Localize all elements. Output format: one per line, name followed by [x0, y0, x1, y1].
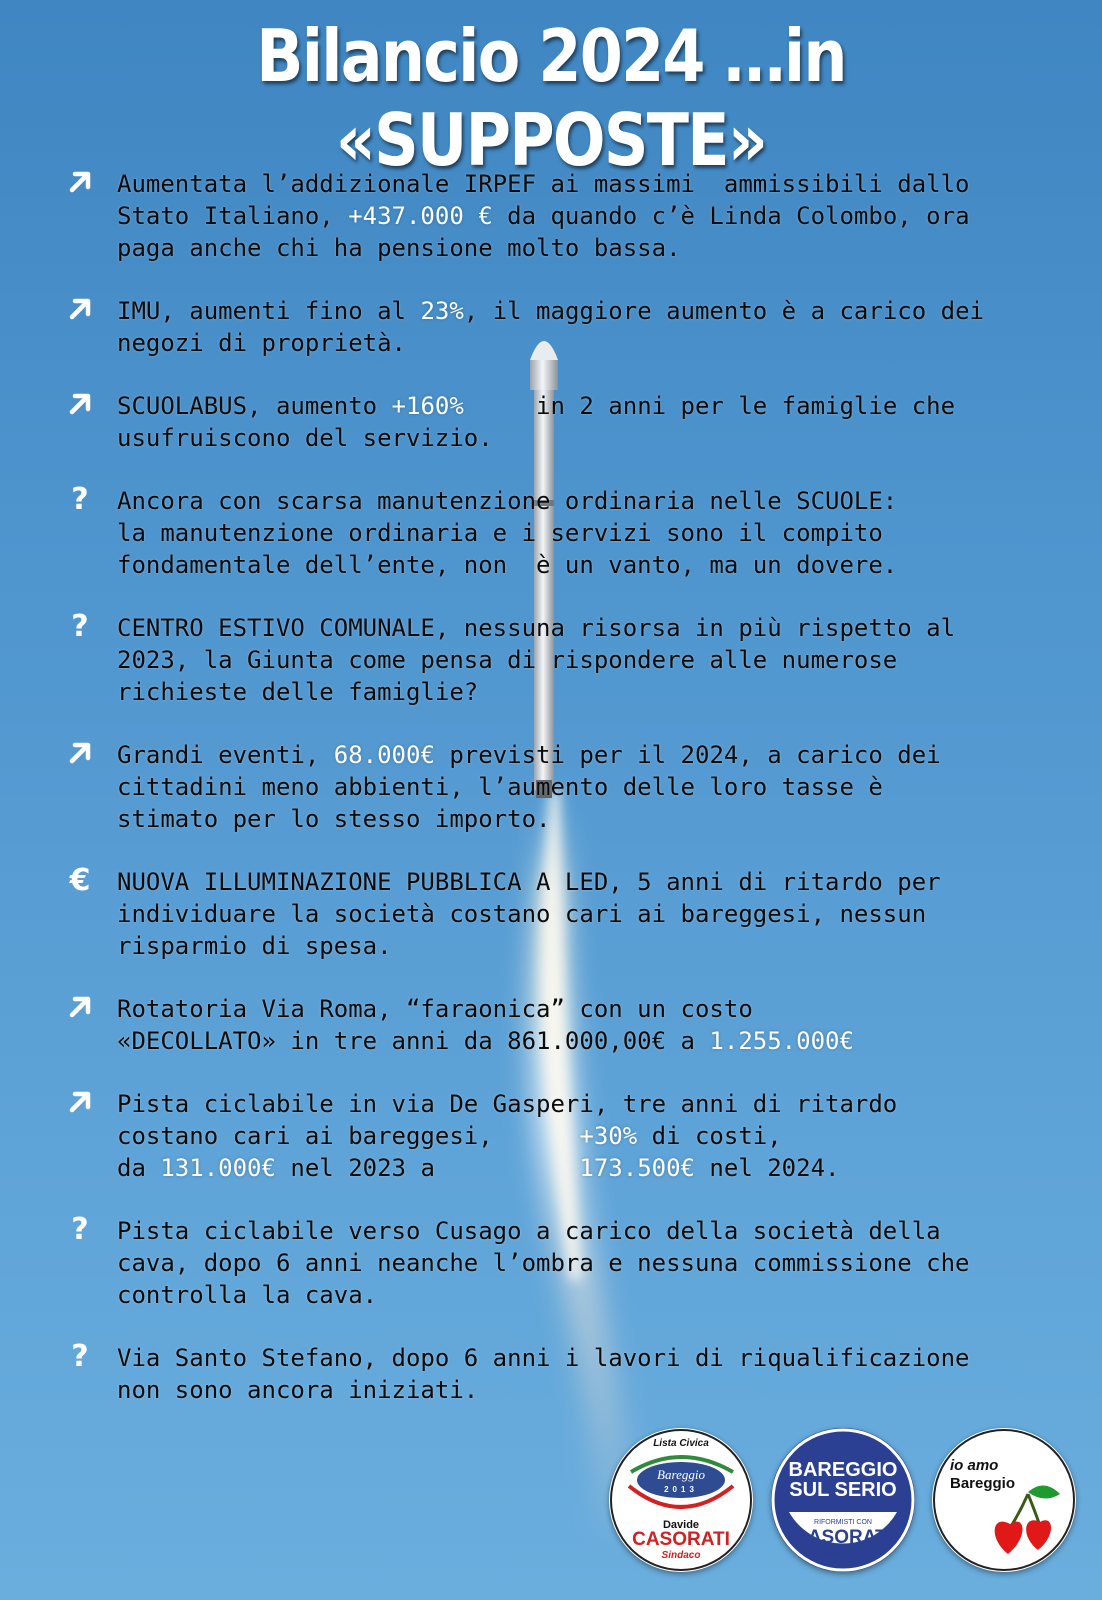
- text-segment: previsti per il 2024, a carico dei: [434, 741, 941, 769]
- question-mark-icon: ?: [71, 1211, 89, 1247]
- text-segment: Aumentata l’addizionale IRPEF ai massimi ammissibili dallo: [117, 170, 970, 198]
- text-segment: Stato Italiano,: [117, 202, 349, 230]
- arrow-up-right-icon: [64, 735, 96, 771]
- question-mark-icon: ?: [71, 608, 89, 644]
- list-item: [0, 608, 1102, 708]
- item-text-line: [117, 1025, 1102, 1057]
- question-mark-icon: ?: [71, 481, 89, 517]
- bareggio-sul-serio-logo: [771, 1428, 915, 1572]
- text-segment: negozi di proprietà.: [117, 329, 406, 357]
- highlighted-figure: +30%: [579, 1122, 638, 1150]
- item-text-line: [117, 327, 1102, 359]
- text-segment: IMU, aumenti fino al: [117, 297, 421, 325]
- list-item: [0, 993, 1102, 1057]
- item-text-line: [117, 612, 1102, 644]
- text-segment: risparmio di spesa.: [117, 932, 392, 960]
- item-text-line: [117, 644, 1102, 676]
- page-title: Bilancio 2024 …in «SUPPOSTE»: [256, 14, 846, 182]
- lista-civica-logo: [609, 1428, 753, 1572]
- text-segment: la manutenzione ordinaria e i servizi sono il compito: [117, 519, 883, 547]
- list-item: [0, 481, 1102, 581]
- svg-text:Bareggio: Bareggio: [950, 1475, 1016, 1492]
- item-list: [0, 168, 1102, 1437]
- text-segment: nel 2023 a: [275, 1154, 580, 1182]
- list-item: [0, 295, 1102, 359]
- item-text-line: [117, 422, 1102, 454]
- highlighted-figure: 131.000€: [160, 1154, 276, 1182]
- text-segment: in 2 anni per le famiglie che: [463, 392, 956, 420]
- item-text-line: [117, 676, 1102, 708]
- text-segment: Pista ciclabile verso Cusago a carico della società della: [117, 1217, 941, 1245]
- text-segment: CENTRO ESTIVO COMUNALE, nessuna risorsa in più rispetto al: [117, 614, 956, 642]
- text-segment: costano cari ai bareggesi,: [117, 1122, 580, 1150]
- arrow-up-right-icon: [64, 291, 96, 327]
- item-text-line: [117, 1374, 1102, 1406]
- text-segment: da: [117, 1154, 161, 1182]
- text-segment: non sono ancora iniziati.: [117, 1376, 479, 1404]
- text-segment: da quando c’è Linda Colombo, ora: [492, 202, 970, 230]
- svg-text:Sindaco: Sindaco: [661, 1550, 701, 1561]
- text-segment: Via Santo Stefano, dopo 6 anni i lavori di riqualificazione: [117, 1344, 970, 1372]
- highlighted-figure: 23%: [420, 297, 464, 325]
- text-segment: Grandi eventi,: [117, 741, 334, 769]
- svg-text:CASORATI: CASORATI: [794, 1527, 892, 1548]
- item-text-line: [117, 200, 1102, 232]
- text-segment: paga anche chi ha pensione molto bassa.: [117, 234, 681, 262]
- text-segment: stimato per lo stesso importo.: [117, 805, 551, 833]
- item-text-line: [117, 390, 1102, 422]
- item-text-line: [117, 993, 1102, 1025]
- arrow-up-right-icon: [64, 1084, 96, 1120]
- svg-text:Davide: Davide: [662, 1519, 700, 1531]
- text-segment: , il maggiore aumento è a carico dei: [463, 297, 984, 325]
- svg-text:Lista Civica: Lista Civica: [653, 1438, 709, 1449]
- list-item: [0, 1211, 1102, 1311]
- text-segment: Ancora con scarsa manutenzione ordinaria nelle SCUOLE:: [117, 487, 898, 515]
- svg-text:Bareggio: Bareggio: [657, 1467, 705, 1482]
- list-item: [0, 1088, 1102, 1184]
- item-text-line: [117, 295, 1102, 327]
- item-text-line: [117, 485, 1102, 517]
- highlighted-figure: +160%: [391, 392, 464, 420]
- list-item: [0, 1338, 1102, 1406]
- text-segment: fondamentale dell’ente, non è un vanto, ma un dovere.: [117, 551, 898, 579]
- svg-text:BAREGGIO: BAREGGIO: [788, 1459, 898, 1481]
- svg-text:RIFORMISTI CON: RIFORMISTI CON: [814, 1519, 872, 1526]
- text-segment: di costi,: [637, 1122, 782, 1150]
- text-segment: cava, dopo 6 anni neanche l’ombra e nessuna commissione che: [117, 1249, 970, 1277]
- text-segment: individuare la società costano cari ai bareggesi, nessun: [117, 900, 927, 928]
- arrow-up-right-icon: [64, 989, 96, 1025]
- item-text-line: [117, 930, 1102, 962]
- io-amo-bareggio-logo: [932, 1428, 1076, 1572]
- list-item: [0, 390, 1102, 454]
- list-item: [0, 739, 1102, 835]
- text-segment: Pista ciclabile in via De Gasperi, tre anni di ritardo: [117, 1090, 898, 1118]
- item-text-line: [117, 168, 1102, 200]
- list-item: [0, 862, 1102, 962]
- text-segment: cittadini meno abbienti, l’aumento delle loro tasse è: [117, 773, 883, 801]
- svg-text:SINDACO: SINDACO: [819, 1548, 867, 1559]
- item-text-line: [117, 1088, 1102, 1120]
- item-text-line: [117, 232, 1102, 264]
- euro-sign-icon: €: [69, 862, 91, 898]
- item-text-line: [117, 739, 1102, 771]
- text-segment: usufruiscono del servizio.: [117, 424, 493, 452]
- highlighted-figure: 1.255.000€: [709, 1027, 854, 1055]
- item-text-line: [117, 1247, 1102, 1279]
- item-text-line: [117, 517, 1102, 549]
- arrow-up-right-icon: [64, 164, 96, 200]
- text-segment: richieste delle famiglie?: [117, 678, 479, 706]
- item-text-line: [117, 803, 1102, 835]
- text-segment: NUOVA ILLUMINAZIONE PUBBLICA A LED, 5 anni di ritardo per: [117, 868, 941, 896]
- item-text-line: [117, 866, 1102, 898]
- highlighted-figure: 173.500€: [579, 1154, 695, 1182]
- text-segment: nel 2024.: [694, 1154, 840, 1182]
- svg-text:io amo: io amo: [950, 1457, 999, 1474]
- svg-text:CASORATI: CASORATI: [632, 1529, 730, 1550]
- arrow-up-right-icon: [64, 386, 96, 422]
- svg-text:SUL SERIO: SUL SERIO: [789, 1479, 897, 1501]
- text-segment: 2023, la Giunta come pensa di rispondere alle numerose: [117, 646, 898, 674]
- text-segment: «DECOLLATO» in tre anni da 861.000,00€ a: [117, 1027, 710, 1055]
- svg-text:2013: 2013: [664, 1485, 698, 1494]
- item-text-line: [117, 1342, 1102, 1374]
- highlighted-figure: 68.000€: [333, 741, 435, 769]
- item-text-line: [117, 1120, 1102, 1152]
- text-segment: controlla la cava.: [117, 1281, 378, 1309]
- item-text-line: [117, 549, 1102, 581]
- item-text-line: [117, 1279, 1102, 1311]
- item-text-line: [117, 898, 1102, 930]
- text-segment: Rotatoria Via Roma, “faraonica” con un costo: [117, 995, 753, 1023]
- list-item: [0, 168, 1102, 264]
- item-text-line: [117, 1215, 1102, 1247]
- text-segment: SCUOLABUS, aumento: [117, 392, 392, 420]
- item-text-line: [117, 1152, 1102, 1184]
- item-text-line: [117, 771, 1102, 803]
- question-mark-icon: ?: [71, 1338, 89, 1374]
- highlighted-figure: +437.000 €: [348, 202, 493, 230]
